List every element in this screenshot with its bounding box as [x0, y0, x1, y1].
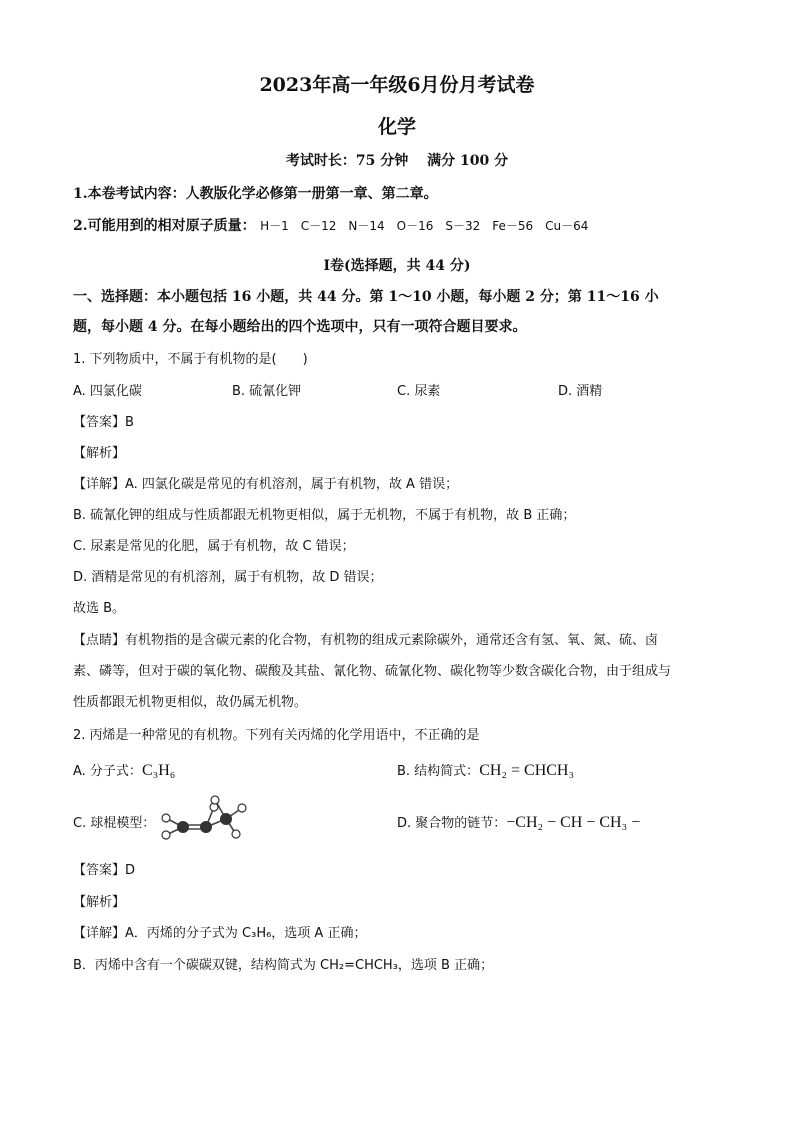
- section-intro-line-2: 题，每小题 4 分。在每小题给出的四个选项中，只有一项符合题目要求。: [73, 319, 527, 335]
- note-1: 1.本卷考试内容：人教版化学必修第一册第一章、第二章。: [73, 186, 438, 202]
- q2-option-b-label: B. 结构简式：: [397, 764, 480, 779]
- atomic-masses: H－1 C－12 N－14 O－16 S－32 Fe－56 Cu－64: [260, 219, 589, 233]
- q1-analysis-label: 【解析】: [73, 446, 126, 461]
- q2-answer: 【答案】D: [73, 863, 136, 878]
- q1-option-c: C. 尿素: [397, 384, 441, 399]
- exam-title: 2023年高一年级6月份月考试卷: [259, 74, 535, 96]
- q1-detail-line: C. 尿素是常见的化肥，属于有机物，故 C 错误；: [73, 539, 355, 554]
- note-2-label: 2.可能用到的相对原子质量：: [73, 218, 256, 234]
- q1-detail-line: 故选 B。: [73, 601, 126, 616]
- q1-comment-line: 素、磷等，但对于碳的氧化物、碳酸及其盐、氰化物、硫氰化物、碳化物等少数含碳化合物，由于组成与: [73, 664, 672, 679]
- q2-analysis-label: 【解析】: [73, 895, 126, 910]
- q1-detail-line: B. 硫氰化钾的组成与性质都跟无机物更相似，属于无机物，不属于有机物，故 B 正确；: [73, 508, 576, 523]
- q1-comment-line: 性质都跟无机物更相似，故仍属无机物。: [73, 695, 308, 710]
- q2-option-d-formula: −CH₂ − CH − CH₃ −: [506, 814, 641, 831]
- q2-option-a-label: A. 分子式：: [73, 764, 142, 779]
- q2-option-c-label: C. 球棍模型：: [73, 816, 156, 831]
- q2-detail-line: B．丙烯中含有一个碳碳双键，结构简式为 CH₂=CHCH₃，选项 B 正确；: [73, 958, 494, 973]
- note-2: [73, 215, 588, 235]
- q2-stem: 2. 丙烯是一种常见的有机物。下列有关丙烯的化学用语中，不正确的是: [73, 728, 480, 743]
- subject-title: 化学: [377, 116, 416, 138]
- q1-answer: 【答案】B: [73, 415, 134, 430]
- q2-detail-line: 【详解】A．丙烯的分子式为 C₃H₆，选项 A 正确；: [73, 926, 367, 941]
- q1-option-b: B. 硫氰化钾: [232, 384, 302, 399]
- q2-option-b: [397, 760, 574, 780]
- section-heading: Ⅰ卷(选择题，共 44 分): [323, 258, 471, 274]
- q1-detail-line: 【详解】A. 四氯化碳是常见的有机溶剂，属于有机物，故 A 错误；: [73, 477, 459, 492]
- q2-option-d-label: D. 聚合物的链节：: [397, 816, 507, 831]
- q1-option-a: A. 四氯化碳: [73, 384, 142, 399]
- q2-option-b-formula: CH₂ = CHCH₃: [479, 762, 575, 779]
- q2-option-a-formula: C₃H₆: [141, 762, 176, 779]
- q1-option-d: D. 酒精: [558, 384, 603, 399]
- section-intro-line-1: 一、选择题：本小题包括 16 小题，共 44 分。第 1～10 小题，每小题 2 分；第 11～16 小: [73, 289, 659, 305]
- exam-info: 考试时长：75 分钟 满分 100 分: [285, 153, 509, 169]
- q2-option-d: [397, 812, 640, 832]
- q1-stem: 1. 下列物质中，不属于有机物的是( ): [73, 352, 308, 367]
- q1-detail-line: D. 酒精是常见的有机溶剂，属于有机物，故 D 错误；: [73, 570, 383, 585]
- q2-option-a: [73, 760, 175, 780]
- q1-comment-line: 【点睛】有机物指的是含碳元素的化合物，有机物的组成元素除碳外，通常还含有氢、氧、氮、硫、卤: [73, 633, 659, 648]
- propene-ball-stick-model: [160, 795, 250, 845]
